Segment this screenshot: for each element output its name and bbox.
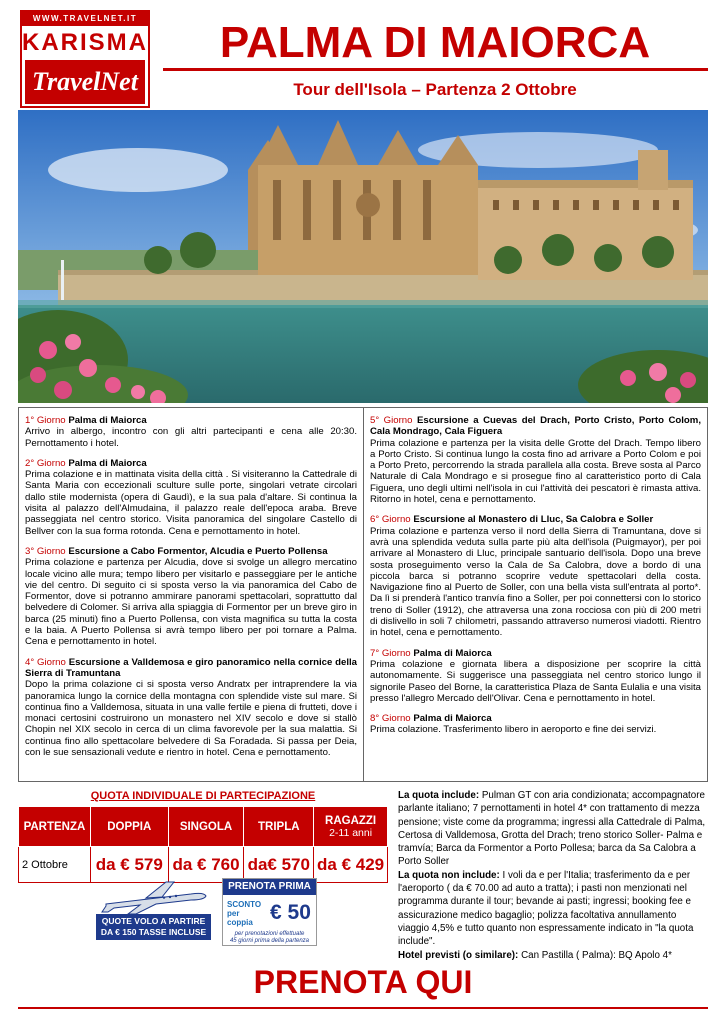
- day-description: Prima colazione. Trasferimento libero in aeroporto e fine dei servizi.: [370, 724, 657, 736]
- itinerary-day: [370, 713, 701, 736]
- flight-offer-line1: QUOTE VOLO A PARTIRE: [101, 916, 206, 926]
- day-description: Arrivo in albergo, incontro con gli altri partecipanti e cena alle 20:30. Pernottamento i hotel.: [25, 426, 357, 449]
- day-description: Prima colazione e partenza per la visita delle Grotte del Drach. Tempo libero a Porto Cristo. Si continua lungo la costa fino ad arrivare a Porto Colom e poi a Porto Preto, percorrendo la strada parallela alla costa. Breve sosta al Parco Naturale di Cala Mondrago e si prosegue fino al caratteristico porto di Cala Figuera, uno degli ultimi nell'isola in cui l'attività dei pescatori è rimasta attiva. Ritorno in hotel, cena e pernottamento.: [370, 437, 701, 506]
- day-description: Prima colazione e in mattinata visita della città . Si visiteranno la Cattedrale di Santa Maria con eccezionali sculture sulle porte, singolari vetrate circolari dallo stile modernista (opera di Gaudì), e la sua pala d'altare. Si continua la visita al palazzo dell'Almudaina, il palazzo reale dell'epoca araba. Breve passeggiata nel centro storico. Visita panoramica del singolare Castello di Bellver con la sua forma rotonda. Cena e pernottamento in hotel.: [25, 469, 357, 537]
- include-label: La quota include:: [398, 790, 480, 801]
- early-booking-promo[interactable]: [222, 878, 317, 946]
- day-number: 4° Giorno: [25, 656, 66, 668]
- promo-label-bottom: per coppia: [227, 908, 253, 927]
- itinerary-column-left: [19, 408, 363, 781]
- promo-amount: € 50: [270, 901, 311, 924]
- exclude-label: La quota non include:: [398, 869, 500, 881]
- day-number: 6° Giorno: [370, 514, 411, 526]
- day-title: Escursione a Cabo Formentor, Alcudia e Puerto Pollensa: [68, 545, 328, 557]
- day-number: 1° Giorno: [25, 415, 66, 426]
- flight-offer-badge[interactable]: [96, 880, 211, 942]
- brand-logo[interactable]: [20, 10, 150, 108]
- price-table-header: [19, 807, 388, 847]
- price-doppia: da € 579: [90, 847, 168, 883]
- itinerary-day: [370, 514, 701, 638]
- cathedral-photo-illustration: [18, 110, 708, 403]
- day-title: Palma di Maiorca: [68, 457, 147, 469]
- itinerary-day: [25, 415, 357, 449]
- hotel-label: Hotel previsti (o similare):: [398, 949, 519, 961]
- page-title: PALMA DI MAIORCA: [219, 18, 651, 67]
- promo-label-top: SCONTO: [227, 899, 262, 909]
- day-number: 5° Giorno: [370, 415, 413, 426]
- pricing-title: QUOTA INDIVIDUALE DI PARTECIPAZIONE: [90, 790, 316, 802]
- day-title: Palma di Maiorca: [68, 415, 147, 426]
- col-header-doppia: DOPPIA: [90, 807, 168, 847]
- itinerary-day: [25, 458, 357, 537]
- logo-karisma-text: KARISMA: [22, 29, 148, 56]
- col-header-tripla: TRIPLA: [244, 807, 314, 847]
- itinerary-day: [370, 648, 701, 704]
- ragazzi-label: RAGAZZI: [325, 814, 377, 827]
- flight-offer-text: [96, 914, 211, 940]
- exclude-text: I voli da e per l'Italia; trasferimento da e per l'aeroporto ( da € 70.00 ad auto a tratta); i pasti non menzionati nel programma durante il tour; bevande ai pasti; ingressi; booking fee e assicurazione medico bagaglio; polizza facoltativa annullamento viaggio 4,5% e tutto quanto non espressamente indicato in "la quota include".: [398, 869, 694, 948]
- col-header-partenza: PARTENZA: [19, 807, 91, 847]
- ragazzi-age-label: 2-11 anni: [329, 826, 373, 839]
- day-number: 8° Giorno: [370, 713, 411, 725]
- day-title: Escursione al Monastero di Lluc, Sa Calobra e Soller: [413, 514, 654, 526]
- price-tripla: da€ 570: [244, 847, 314, 883]
- itinerary-day: [25, 546, 357, 648]
- itinerary-day: [25, 657, 357, 759]
- day-title: Palma di Maiorca: [413, 713, 492, 725]
- itinerary-column-right: [363, 408, 707, 781]
- day-number: 2° Giorno: [25, 457, 66, 469]
- promo-conditions-line2: 45 giorni prima della partenza: [229, 938, 310, 944]
- promo-conditions: [223, 931, 316, 945]
- quota-notes: [398, 789, 710, 962]
- book-now-link[interactable]: PRENOTA QUI: [253, 964, 473, 1000]
- day-title: Escursione a Valldemosa e giro panoramico nella cornice della Sierra di Tramuntana: [25, 656, 358, 679]
- price-singola: da € 760: [168, 847, 244, 883]
- promo-conditions-line1: per prenotazioni effettuate: [234, 931, 305, 937]
- cathedral-photo: [18, 110, 708, 403]
- day-description: Prima colazione e giornata libera a disposizione per scoprire la città autonomamente. Si suggerisce una passeggiata nel centro storico lungo il signorile Paseo del Borne, la caratteristica Plaza de Santa Eulalia e una visita presso l'allegro Mercado dell'Olivar. Cena e pernottamento in hotel.: [370, 658, 701, 704]
- day-description: Prima colazione e partenza verso il nord della Sierra di Tramuntana, dove si avrà una splendida veduta sulla parte più alta dell'isola (Puigmayor), per poi arrivare al Monastero di Lluc, principale santuario dell'isola. Dopo una breve sosta proseguimento verso la Cala de Sa Calobra, dove a bordo di una piccola barca si potranno scoprire vedute spettacolari della costa. Navigazione fino al Puerto de Soller, con una bella vista sull'entrata al porto*. Da lì si prenderà l'antico tranvía fino a Soller, per poi connettersi con lo storico treno di Soller (1912), che attraversa una zona rocciosa con più di 200 metri di dislivello in soli 7 chilometri, passando attraverso numerosi viadotti. Rientro in hotel, cena e pernottamento.: [370, 525, 701, 639]
- day-title: Palma di Maiorca: [413, 647, 492, 659]
- include-text: Pulman GT con aria condizionata; accompagnatore parlante italiano; 7 pernottamenti in hotel 4* con trattamento di mezza pensione; viste come da programma; ingressi alla Cattedrale di Palma, Certosa di Valldemosa, Grotta del Drach; treno storico Soller- Palma e tramvía; Barca da Formentor a Porto Pollesa; barca da Sa Calobra a Porto Soller: [398, 790, 706, 868]
- day-title: Escursione a Cuevas del Drach, Porto Cristo, Porto Colom, Cala Mondrago, Cala Figuera: [370, 415, 701, 438]
- airplane-icon: [96, 880, 211, 914]
- price-table-row: [19, 847, 388, 883]
- day-number: 3° Giorno: [25, 545, 66, 557]
- logo-url: WWW.TRAVELNET.IT: [22, 12, 148, 26]
- departure-date: 2 Ottobre: [19, 847, 91, 883]
- itinerary-box: [18, 407, 708, 782]
- promo-heading: PRENOTA PRIMA: [223, 879, 316, 895]
- day-description: Dopo la prima colazione ci si sposta verso Andratx per intraprendere la via panoramica lungo la cornice della montagna con splendide viste sul mare. Si continua fino a Valldemosa, situata in una valle fertile e piena di frutteti, dove i monaci certosini costruirono un monastero nel XIV secolo e dove si stallò Chopin nel XIX secolo in cerca di un clima favorevole per la sua malattia. Si continua fino allo spettacolare belvedere di Sa Foradada. Si passa per Deia, con le sue sensazionali vedute e rientro in hotel. Cena e pernottamento.: [25, 679, 357, 759]
- footer-divider: [18, 1007, 708, 1009]
- promo-body: [223, 895, 316, 931]
- promo-label: [227, 900, 267, 927]
- page-subtitle: Tour dell'Isola – Partenza 2 Ottobre: [293, 80, 577, 99]
- col-header-singola: SINGOLA: [168, 807, 244, 847]
- flight-offer-line2: DA € 150 TASSE INCLUSE: [100, 927, 207, 937]
- price-table: [18, 806, 388, 883]
- day-number: 7° Giorno: [370, 647, 411, 659]
- hotel-text: Can Pastilla ( Palma): BQ Apolo 4*: [521, 949, 672, 961]
- logo-travelnet-text: TravelNet: [25, 60, 145, 104]
- col-header-ragazzi: [314, 807, 388, 847]
- price-ragazzi: da € 429: [314, 847, 388, 883]
- title-divider: [163, 68, 708, 71]
- itinerary-day: [370, 415, 701, 505]
- day-description: Prima colazione e partenza per Alcudia, dove si svolge un allegro mercatino locale vicino alle mura; tempo libero per visitarlo e passeggiare per le antiche vie del centro. Di seguito ci si sposta verso la via panoramica del Cabo de Formentor, dove si potranno ammirare panorami spettacolari, soprattutto dal belvedere di Colomer. Si arriva alla spiaggia di Formentor per un breve giro in barca (25 minuti) fino a Puerto Pollensa, con vista magnifica su tutta la costa e la baia. A Puerto Pollensa si avrà tempo libero per poi tornare a Palma. Cena e pernottamento in hotel.: [25, 557, 357, 648]
